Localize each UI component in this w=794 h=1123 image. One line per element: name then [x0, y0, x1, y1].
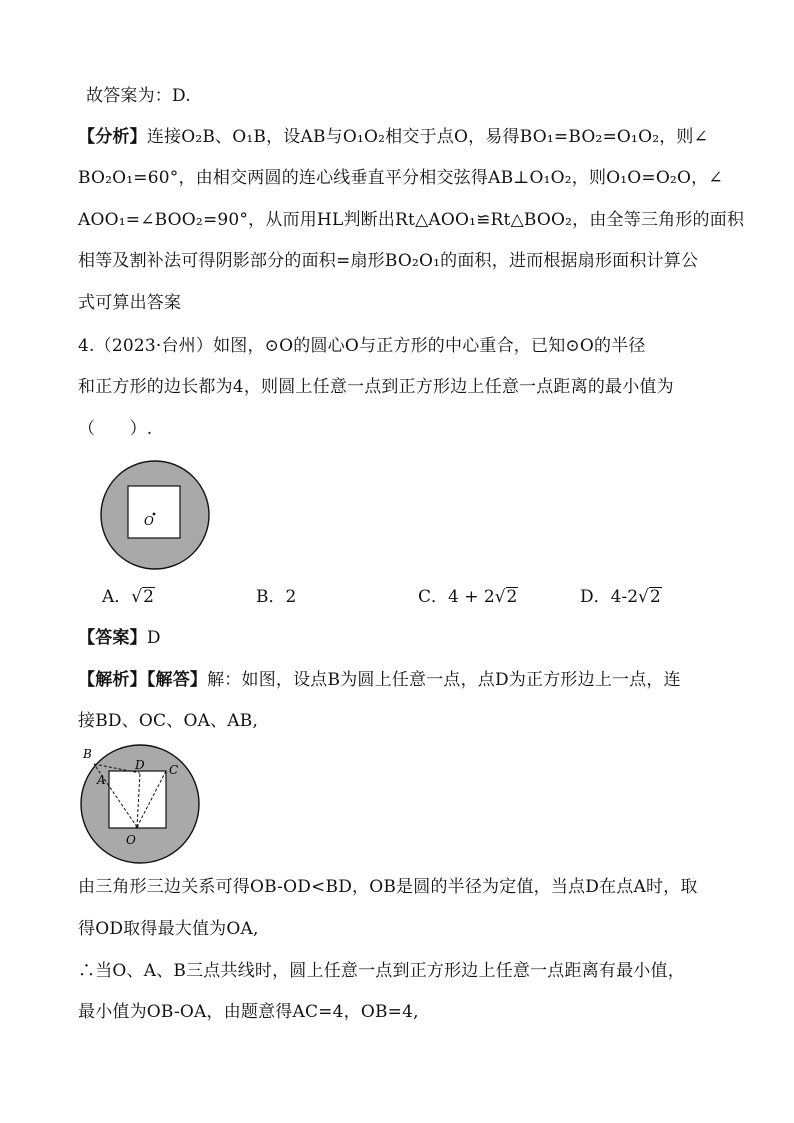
- option-b-label: B．: [256, 587, 286, 607]
- question-4-line-2: 和正方形的边长都为4，则圆上任意一点到正方形边上任意一点距离的最小值为: [78, 377, 674, 397]
- label-D: D: [135, 758, 145, 772]
- option-d-sqrt: √2: [638, 587, 661, 607]
- option-c-label: C．: [418, 587, 449, 607]
- analysis-tag: 【分析】: [78, 127, 147, 147]
- solution-tag: 【解析】【解答】: [78, 670, 208, 690]
- option-c-prefix: 4 + 2: [448, 587, 495, 607]
- analysis-line-1: [78, 127, 708, 147]
- label-C: C: [169, 763, 179, 777]
- option-b: [256, 587, 296, 607]
- prev-answer-line: 故答案为：D.: [86, 86, 191, 106]
- option-a: [102, 587, 155, 607]
- option-c: [418, 587, 518, 607]
- figure-solution-diagram: [72, 742, 212, 868]
- option-c-radicand: 2: [506, 587, 518, 607]
- solution-line-3: 由三角形三边关系可得OB-OD<BD，OB是圆的半径为定值，当点D在点A时，取: [78, 877, 698, 897]
- option-b-value: 2: [285, 587, 297, 607]
- analysis-text-1: 连接O₂B、O₁B，设AB与O₁O₂相交于点O，易得BO₁=BO₂=O₁O₂，则∠: [146, 127, 709, 147]
- label-O: O: [126, 833, 136, 847]
- option-a-radicand: 2: [143, 587, 154, 607]
- figure-circle-square: [98, 458, 214, 574]
- answer-value: D: [146, 628, 161, 648]
- label-A: A: [97, 773, 106, 787]
- option-a-label: A．: [102, 587, 132, 607]
- answer-line: [78, 628, 161, 648]
- figure-square: [128, 486, 180, 538]
- analysis-line-5: 式可算出答案: [78, 293, 182, 313]
- option-d-prefix: 4-2: [610, 587, 639, 607]
- solution-line-5: ∴当O、A、B三点共线时，圆上任意一点到正方形边上任意一点距离有最小值，: [78, 961, 685, 981]
- solution-line-6: 最小值为OB-OA，由题意得AC=4，OB=4,: [78, 1002, 419, 1022]
- analysis-line-3: AOO₁=∠BOO₂=90°，从而用HL判断出Rt△AOO₁≌Rt△BOO₂，由全等三角形的面积: [78, 210, 745, 230]
- option-c-sqrt: √2: [494, 587, 518, 607]
- option-d-radicand: 2: [649, 587, 661, 607]
- solution-line-4: 得OD取得最大值为OA,: [78, 919, 259, 939]
- option-d-label: D．: [580, 587, 611, 607]
- question-4-line-1: 4.（2023·台州）如图，⊙O的圆心O与正方形的中心重合，已知⊙O的半径: [78, 336, 646, 356]
- point-O-dot: [136, 826, 139, 829]
- solution-line-2: 接BD、OC、OA、AB,: [78, 711, 259, 731]
- solution-text-1: 解：如图，设点B为圆上任意一点，点D为正方形边上一点，连: [207, 670, 681, 690]
- solution-line-1: [78, 670, 681, 690]
- question-4-line-3: （ ）.: [78, 419, 153, 439]
- option-d: [580, 587, 662, 607]
- label-B: B: [83, 747, 92, 761]
- answer-tag: 【答案】: [78, 628, 147, 648]
- center-label: O: [144, 514, 154, 528]
- analysis-line-4: 相等及割补法可得阴影部分的面积=扇形BO₂O₁的面积，进而根据扇形面积计算公: [78, 251, 699, 271]
- option-a-sqrt: √2: [131, 587, 154, 607]
- analysis-line-2: BO₂O₁=60°，由相交两圆的连心线垂直平分相交弦得AB⊥O₁O₂，则O₁O=O₂O，∠: [78, 168, 723, 188]
